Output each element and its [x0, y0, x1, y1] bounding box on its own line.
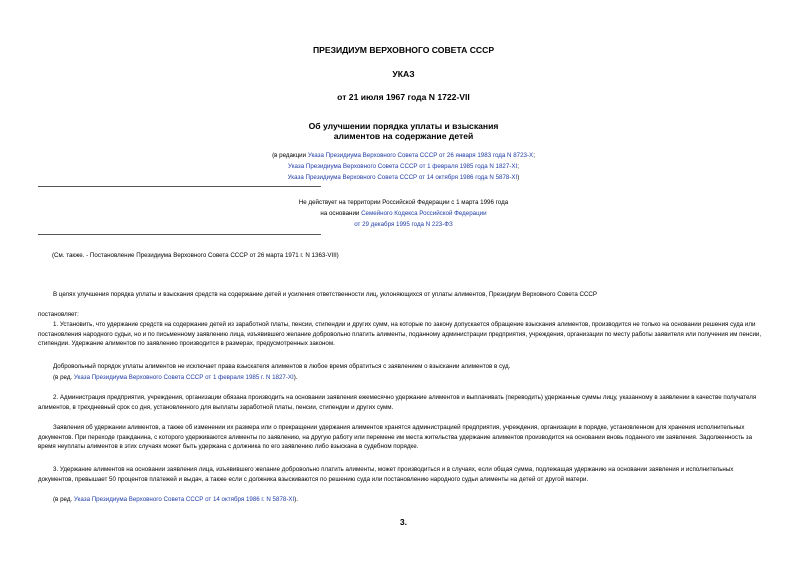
validity-prefix: на основании	[320, 210, 362, 217]
item-3-reference	[38, 495, 768, 505]
see-also-note: (См. также. - Постановление Президиума Верховного Совета СССР от 26 марта 1971 г. N 1363-VIII)	[52, 252, 339, 259]
ref-suffix: ).	[294, 496, 299, 503]
ref-prefix: (в ред.	[53, 496, 74, 503]
decree-word: постановляет:	[38, 311, 79, 318]
edition-line-1	[0, 151, 807, 161]
validity-line-3	[0, 220, 807, 230]
item-1-ref-link[interactable]: Указа Президиума Верховного Совета СССР от 1 февраля 1985 г. N 1827-XI	[73, 374, 294, 381]
item-1-paragraph-2: Добровольный порядок уплаты алиментов не исключает права взыскателя алиментов в любое время обратиться с заявлением о взыскании алиментов в суд.	[53, 363, 511, 370]
edition-link-1983[interactable]: Указа Президиума Верховного Совета СССР от 26 января 1983 года N 8723-X	[307, 152, 534, 159]
date-number-heading: от 21 июля 1967 года N 1722-VII	[337, 92, 470, 102]
edition-sep-2: ;	[517, 163, 519, 170]
divider-top	[38, 186, 321, 187]
edition-prefix: (в редакции	[272, 152, 308, 159]
edition-line-2	[0, 162, 807, 172]
doc-type-heading: УКАЗ	[392, 69, 415, 79]
family-code-link[interactable]: Семейного Кодекса Российской Федерации	[361, 210, 487, 217]
item-3-ref-link[interactable]: Указа Президиума Верховного Совета СССР от 14 октября 1986 г. N 5878-XI	[73, 496, 295, 503]
divider-bottom	[38, 234, 321, 235]
edition-sep-1: ;	[533, 152, 535, 159]
intro-paragraph: В целях улучшения порядка уплаты и взыскания средств на содержание детей и усиления ответственности лиц, уклоняющихся от уплаты алиментов, Президиум Верховного Совета СССР	[53, 291, 598, 298]
item-1-reference	[38, 373, 768, 383]
title-line-1: Об улучшении порядка уплаты и взыскания	[308, 121, 499, 131]
item-2-paragraph-2: Заявления об удержании алиментов, а также об изменении их размера или о прекращении удержания алиментов хранятся администрацией предприятия, учреждения, организации в порядке, установленном для хранения исполнительных документов. При переходе гражданина, с которого удерживаются алименты по заявлению, на другую работу или перемене им места жительства удержание алиментов производится на основании вновь поданного им заявления. Задолженность за время неуплаты алиментов в этих случаях может быть удержана с должника по его заявлению либо взыскана в судебном порядке.	[38, 424, 753, 451]
edition-line-3	[0, 173, 807, 183]
edition-suffix: )	[517, 174, 520, 181]
item-2-paragraph: 2. Администрация предприятия, учреждения, организации обязана производить на основании заявления ежемесячно удержание алиментов и выплачивать (переводить) удержанные суммы лицу, указанному в заявлении в качестве получателя алиментов, в трехдневный срок со дня, установленного для выплаты заработной платы, пенсии, стипендии и других сумм.	[38, 394, 757, 411]
ref-prefix: (в ред.	[53, 374, 74, 381]
next-item-number: 3.	[399, 517, 408, 527]
ref-suffix: ).	[293, 374, 298, 381]
edition-link-1986[interactable]: Указа Президиума Верховного Совета СССР от 14 октября 1986 года N 5878-XI	[287, 174, 518, 181]
title-line-2: алиментов на содержание детей	[333, 131, 474, 141]
validity-line-1: Не действует на территории Российской Федерации с 1 марта 1996 года	[298, 199, 509, 206]
edition-link-1985[interactable]: Указа Президиума Верховного Совета СССР от 1 февраля 1985 года N 1827-XI	[288, 163, 518, 170]
presidium-heading: ПРЕЗИДИУМ ВЕРХОВНОГО СОВЕТА СССР	[312, 45, 495, 55]
family-code-date-link[interactable]: от 29 декабря 1995 года N 223-ФЗ	[354, 221, 453, 228]
item-3-paragraph: 3. Удержание алиментов на основании заявления лица, изъявившего желание добровольно платить алименты, может производиться и в случаях, если общая сумма, подлежащая удержанию на основании заявления и исполнительных документов, превышает 50 процентов платежей и выдач, а также если с должника взыскиваются по решению суда или постановлению народного судьи алименты на детей от другой матери.	[38, 466, 734, 483]
item-1-paragraph: 1. Установить, что удержание средств на содержание детей из заработной платы, пенсии, стипендии и других сумм, на которые по закону допускается обращение взыскания алиментов, производится не только на основании решения суда или постановления народного судьи, но и по письменному заявлению лица, изъявившего желание добровольно платить алименты, поданному администрации предприятия, учреждения, организации по месту работы заявителя или получения им пенсии, стипендии. Удержание алиментов по заявлению производится в размерах, предусмотренных законом.	[38, 321, 762, 348]
validity-line-2	[0, 209, 807, 219]
